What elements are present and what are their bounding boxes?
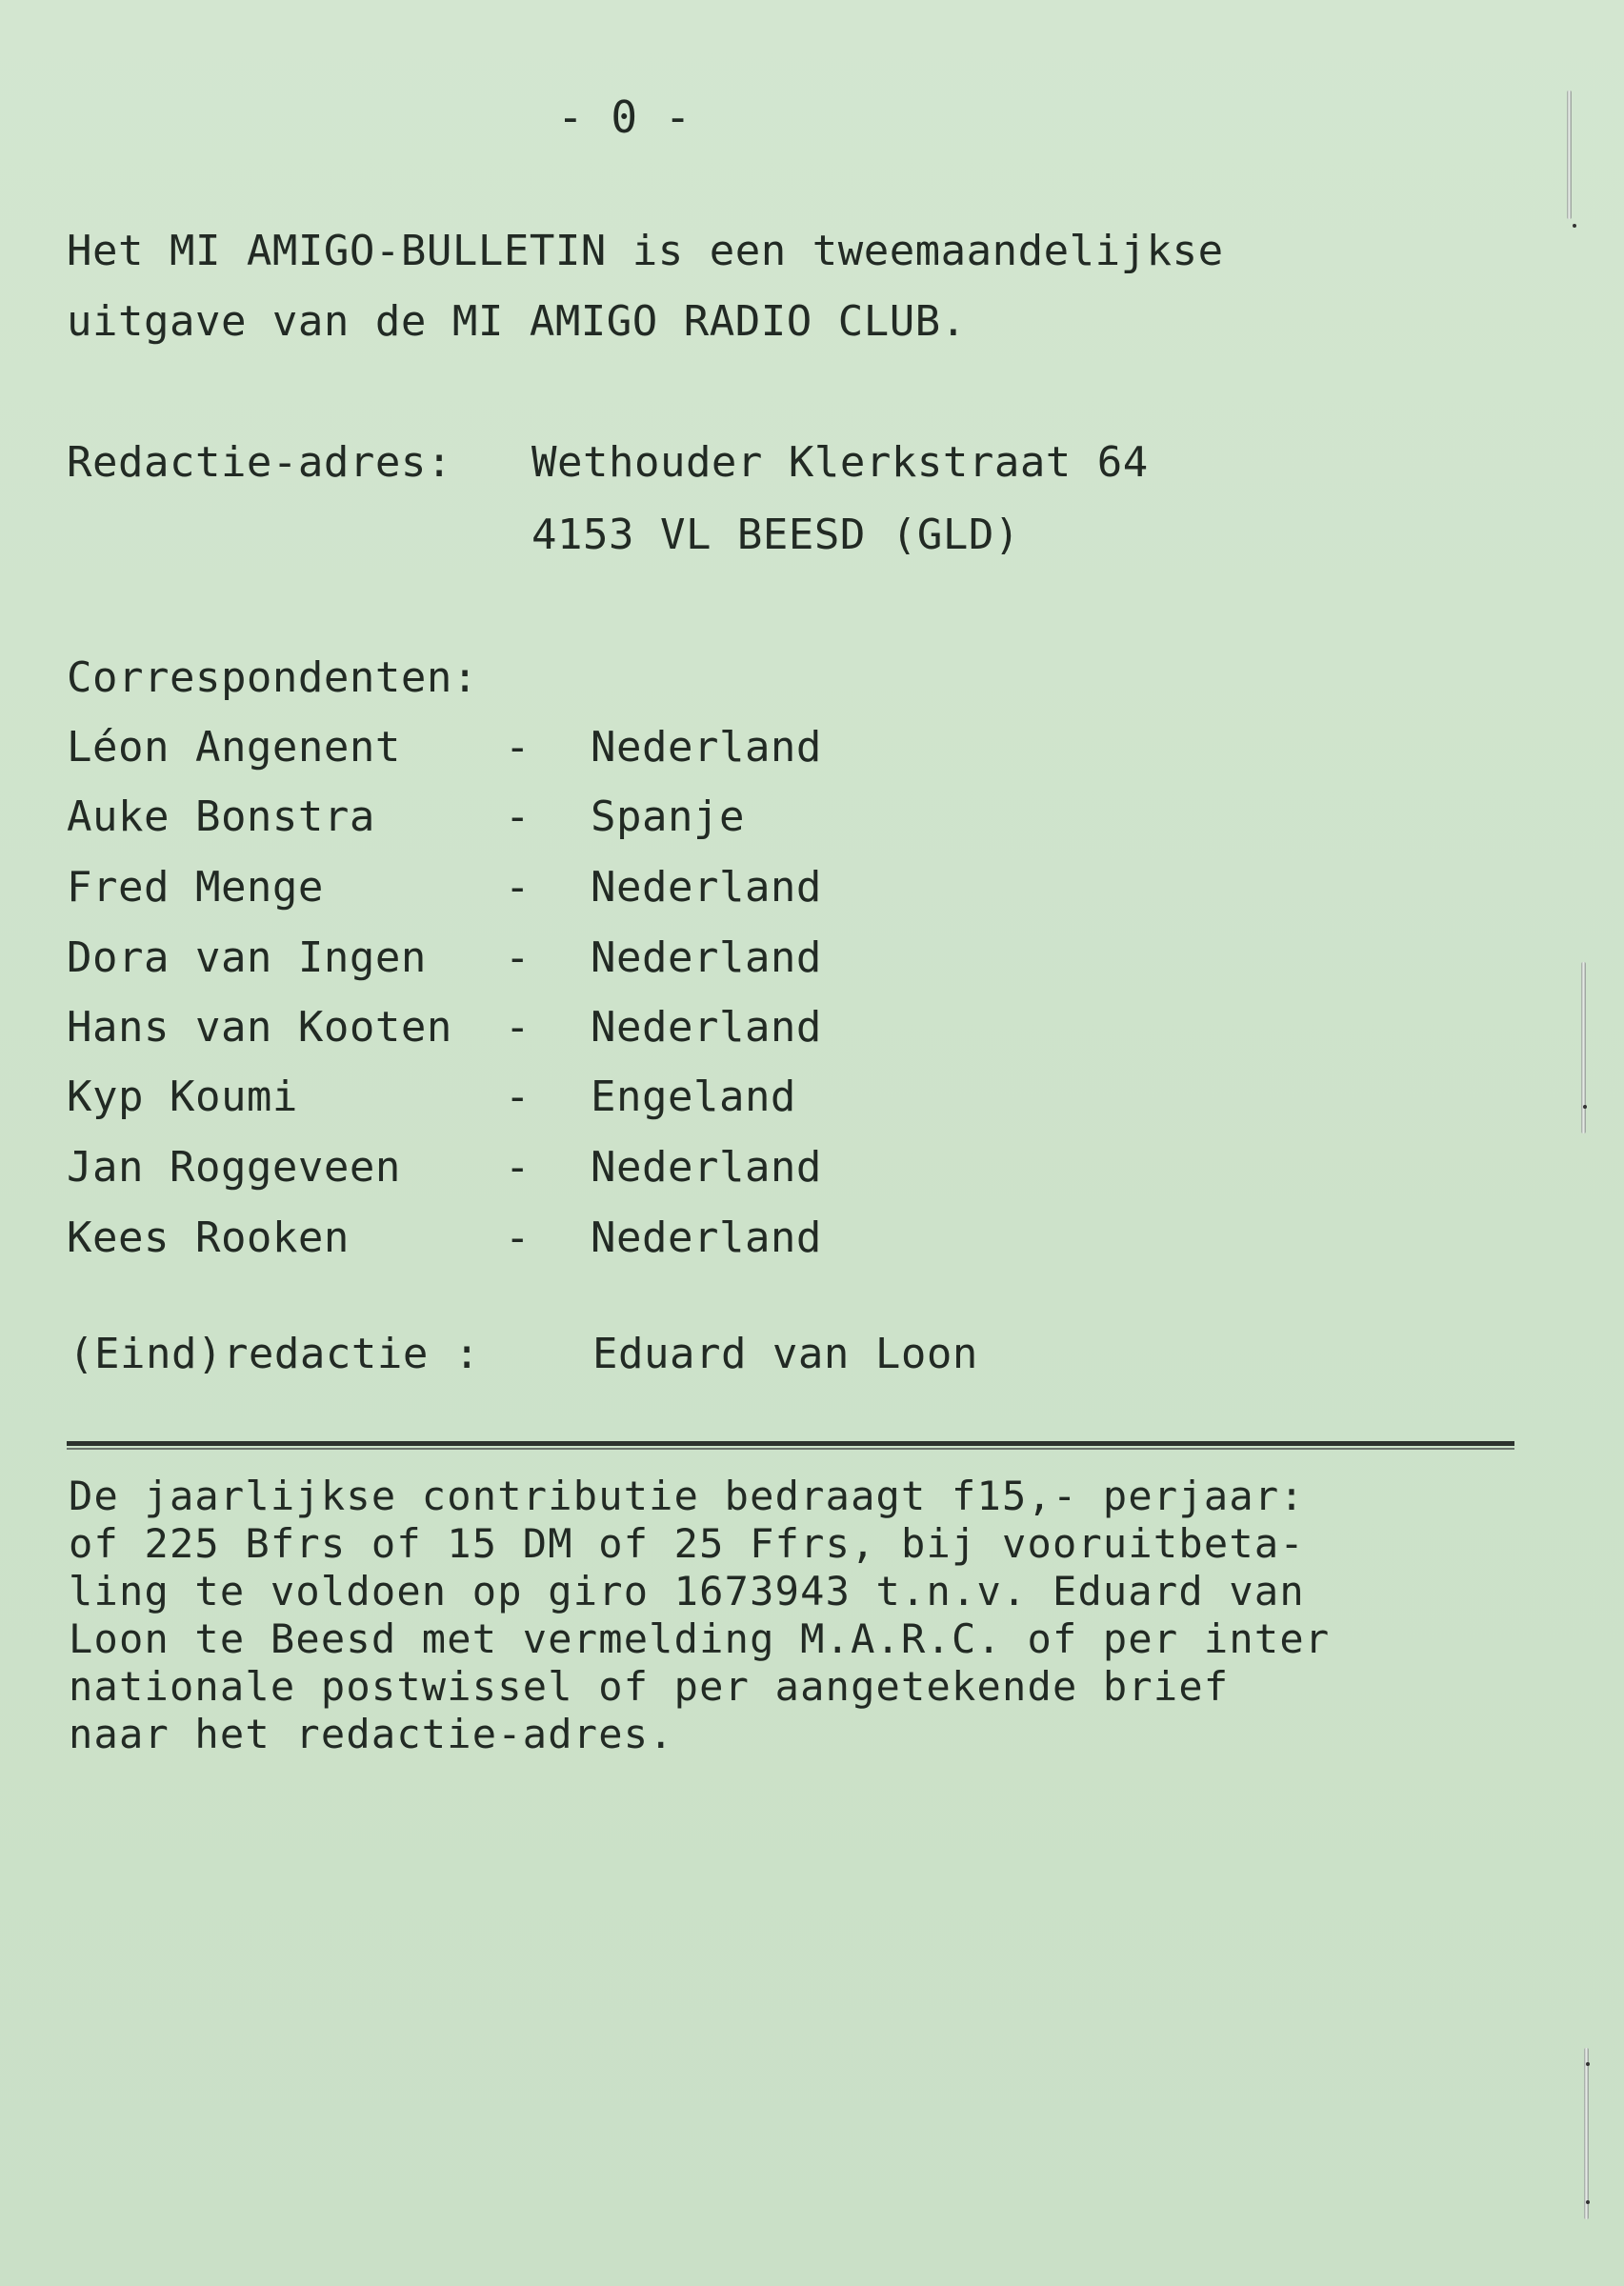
correspondent-country: Nederland xyxy=(591,863,822,912)
correspondent-name: Dora van Ingen xyxy=(67,933,427,982)
staple-top xyxy=(1567,90,1572,219)
correspondent-dash: - xyxy=(505,863,531,912)
staple-bottom xyxy=(1584,2048,1589,2219)
fee-line: nationale postwissel of per aangetekende brief xyxy=(69,1663,1230,1710)
correspondent-name: Fred Menge xyxy=(67,863,324,912)
fee-line: ling te voldoen op giro 1673943 t.n.v. Eduard van xyxy=(69,1568,1305,1614)
horizontal-divider-shadow xyxy=(67,1448,1514,1450)
correspondent-country: Nederland xyxy=(591,933,822,982)
fee-line: De jaarlijkse contributie bedraagt f15,- perjaar: xyxy=(69,1473,1305,1519)
correspondent-country: Engeland xyxy=(591,1073,796,1121)
correspondent-dash: - xyxy=(505,792,531,841)
correspondent-dash: - xyxy=(505,1003,531,1052)
correspondent-country: Nederland xyxy=(591,723,822,772)
correspondents-heading: Correspondenten: xyxy=(67,653,478,702)
horizontal-divider xyxy=(67,1441,1514,1446)
correspondent-country: Nederland xyxy=(591,1213,822,1262)
address-line-1: Wethouder Klerkstraat 64 xyxy=(531,438,1149,487)
correspondent-dash: - xyxy=(505,1143,531,1192)
fee-line: naar het redactie-adres. xyxy=(69,1711,674,1757)
page-number: - 0 - xyxy=(557,91,692,143)
correspondent-country: Nederland xyxy=(591,1003,822,1052)
address-label: Redactie-adres: xyxy=(67,438,452,487)
correspondent-name: Léon Angenent xyxy=(67,723,401,772)
editor-name: Eduard van Loon xyxy=(592,1330,978,1378)
correspondent-name: Auke Bonstra xyxy=(67,792,375,841)
correspondent-name: Kees Rooken xyxy=(67,1213,350,1262)
correspondent-dash: - xyxy=(505,723,531,772)
correspondent-dash: - xyxy=(505,933,531,982)
fee-line: Loon te Beesd met vermelding M.A.R.C. of per inter xyxy=(69,1615,1331,1662)
intro-line-2: uitgave van de MI AMIGO RADIO CLUB. xyxy=(67,297,967,346)
correspondent-country: Nederland xyxy=(591,1143,822,1192)
staple-mark xyxy=(1573,224,1576,228)
staple-mark xyxy=(1583,1105,1587,1109)
correspondent-name: Jan Roggeveen xyxy=(67,1143,401,1192)
correspondent-name: Hans van Kooten xyxy=(67,1003,452,1052)
correspondent-country: Spanje xyxy=(591,792,745,841)
staple-mark xyxy=(1586,2062,1590,2066)
correspondent-name: Kyp Koumi xyxy=(67,1073,298,1121)
correspondent-dash: - xyxy=(505,1073,531,1121)
editor-label: (Eind)redactie : xyxy=(69,1330,480,1378)
intro-line-1: Het MI AMIGO-BULLETIN is een tweemaandelijkse xyxy=(67,227,1224,275)
fee-line: of 225 Bfrs of 15 DM of 25 Ffrs, bij vooruitbeta- xyxy=(69,1520,1305,1567)
address-line-2: 4153 VL BEESD (GLD) xyxy=(531,511,1020,559)
correspondent-dash: - xyxy=(505,1213,531,1262)
staple-mark xyxy=(1586,2200,1590,2204)
